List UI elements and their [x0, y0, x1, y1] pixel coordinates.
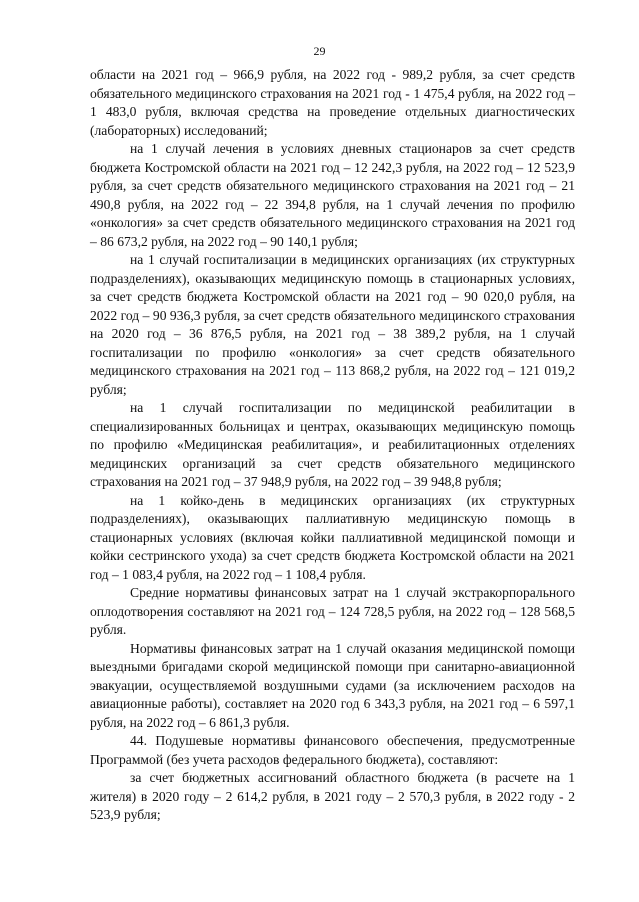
paragraph-hospitalization: на 1 случай госпитализации в медицинских организациях (их структурных подразделениях), оказывающих медицинскую помощь в стационарных условиях, за счет средств бюджета Костромской области на 2021 год – 90 020,0 рубля, на 2022 год – 90 936,3 рубля, за счет средств обязательного медицинского страхования на 2020 год – 36 876,5 рубля, на 2021 год – 38 389,2 рубля, на 1 случай госпитализации по профилю «онкология» за счет средств обязательного медицинского страхования на 2021 год – 113 868,2 рубля, на 2022 год – 121 019,2 рубля; — [90, 252, 575, 397]
paragraph-continuation: области на 2021 год – 966,9 рубля, на 2022 год - 989,2 рубля, за счет средств обязательного медицинского страхования на 2021 год - 1 475,4 рубля, на 2022 год – 1 483,0 рубля, включая средства на проведение отдельных диагностических (лабораторных) исследований; — [90, 67, 575, 138]
page-number: 29 — [313, 44, 326, 58]
paragraph-air-ambulance: Нормативы финансовых затрат на 1 случай оказания медицинской помощи выездными бригадами скорой медицинской помощи при санитарно-авиационной эвакуации, осуществляемой воздушными судами (за исключением расходов на авиационные работы), составляет на 2020 год 6 343,3 рубля, на 2021 год – 6 597,1 рубля, на 2022 год – 6 861,3 рубля. — [90, 640, 575, 730]
paragraph-regional-budget: за счет бюджетных ассигнований областного бюджета (в расчете на 1 жителя) в 2020 году – 2 614,2 рубля, в 2021 году – 2 570,3 рубля, в 2022 году - 2 523,9 рубля; — [90, 770, 575, 822]
paragraph-section-44: 44. Подушевые нормативы финансового обеспечения, предусмотренные Программой (без учета расходов федерального бюджета), составляют: — [90, 733, 575, 767]
paragraph-palliative-bed-day: на 1 койко-день в медицинских организациях (их структурных подразделениях), оказывающих паллиативную медицинскую помощь в стационарных условиях (включая койки паллиативной медицинской помощи и койки сестринского ухода) за счет средств бюджета Костромской области на 2021 год – 1 083,4 рубля, на 2022 год – 1 108,4 рубля. — [90, 492, 575, 582]
document-body — [90, 66, 575, 825]
paragraph-rehabilitation: на 1 случай госпитализации по медицинской реабилитации в специализированных больницах и центрах, оказывающих медицинскую помощь по профилю «Медицинская реабилитация», и реабилитационных отделениях медицинских организаций за счет средств обязательного медицинского страхования на 2021 год – 37 948,9 рубля, на 2022 год – 39 948,8 рубля; — [90, 400, 575, 489]
paragraph-day-hospital: на 1 случай лечения в условиях дневных стационаров за счет средств бюджета Костромской области на 2021 год – 12 242,3 рубля, на 2022 год – 12 523,9 рубля, за счет средств обязательного медицинского страхования на 2021 год – 21 490,8 рубля, на 2022 год – 22 394,8 рубля, на 1 случай лечения по профилю «онкология» за счет средств обязательного медицинского страхования на 2021 год – 86 673,2 рубля, на 2022 год – 90 140,1 рубля; — [90, 141, 575, 249]
paragraph-ivf-costs: Средние нормативы финансовых затрат на 1 случай экстракорпорального оплодотворения составляют на 2021 год – 124 728,5 рубля, на 2022 год – 128 568,5 рубля. — [90, 585, 575, 637]
